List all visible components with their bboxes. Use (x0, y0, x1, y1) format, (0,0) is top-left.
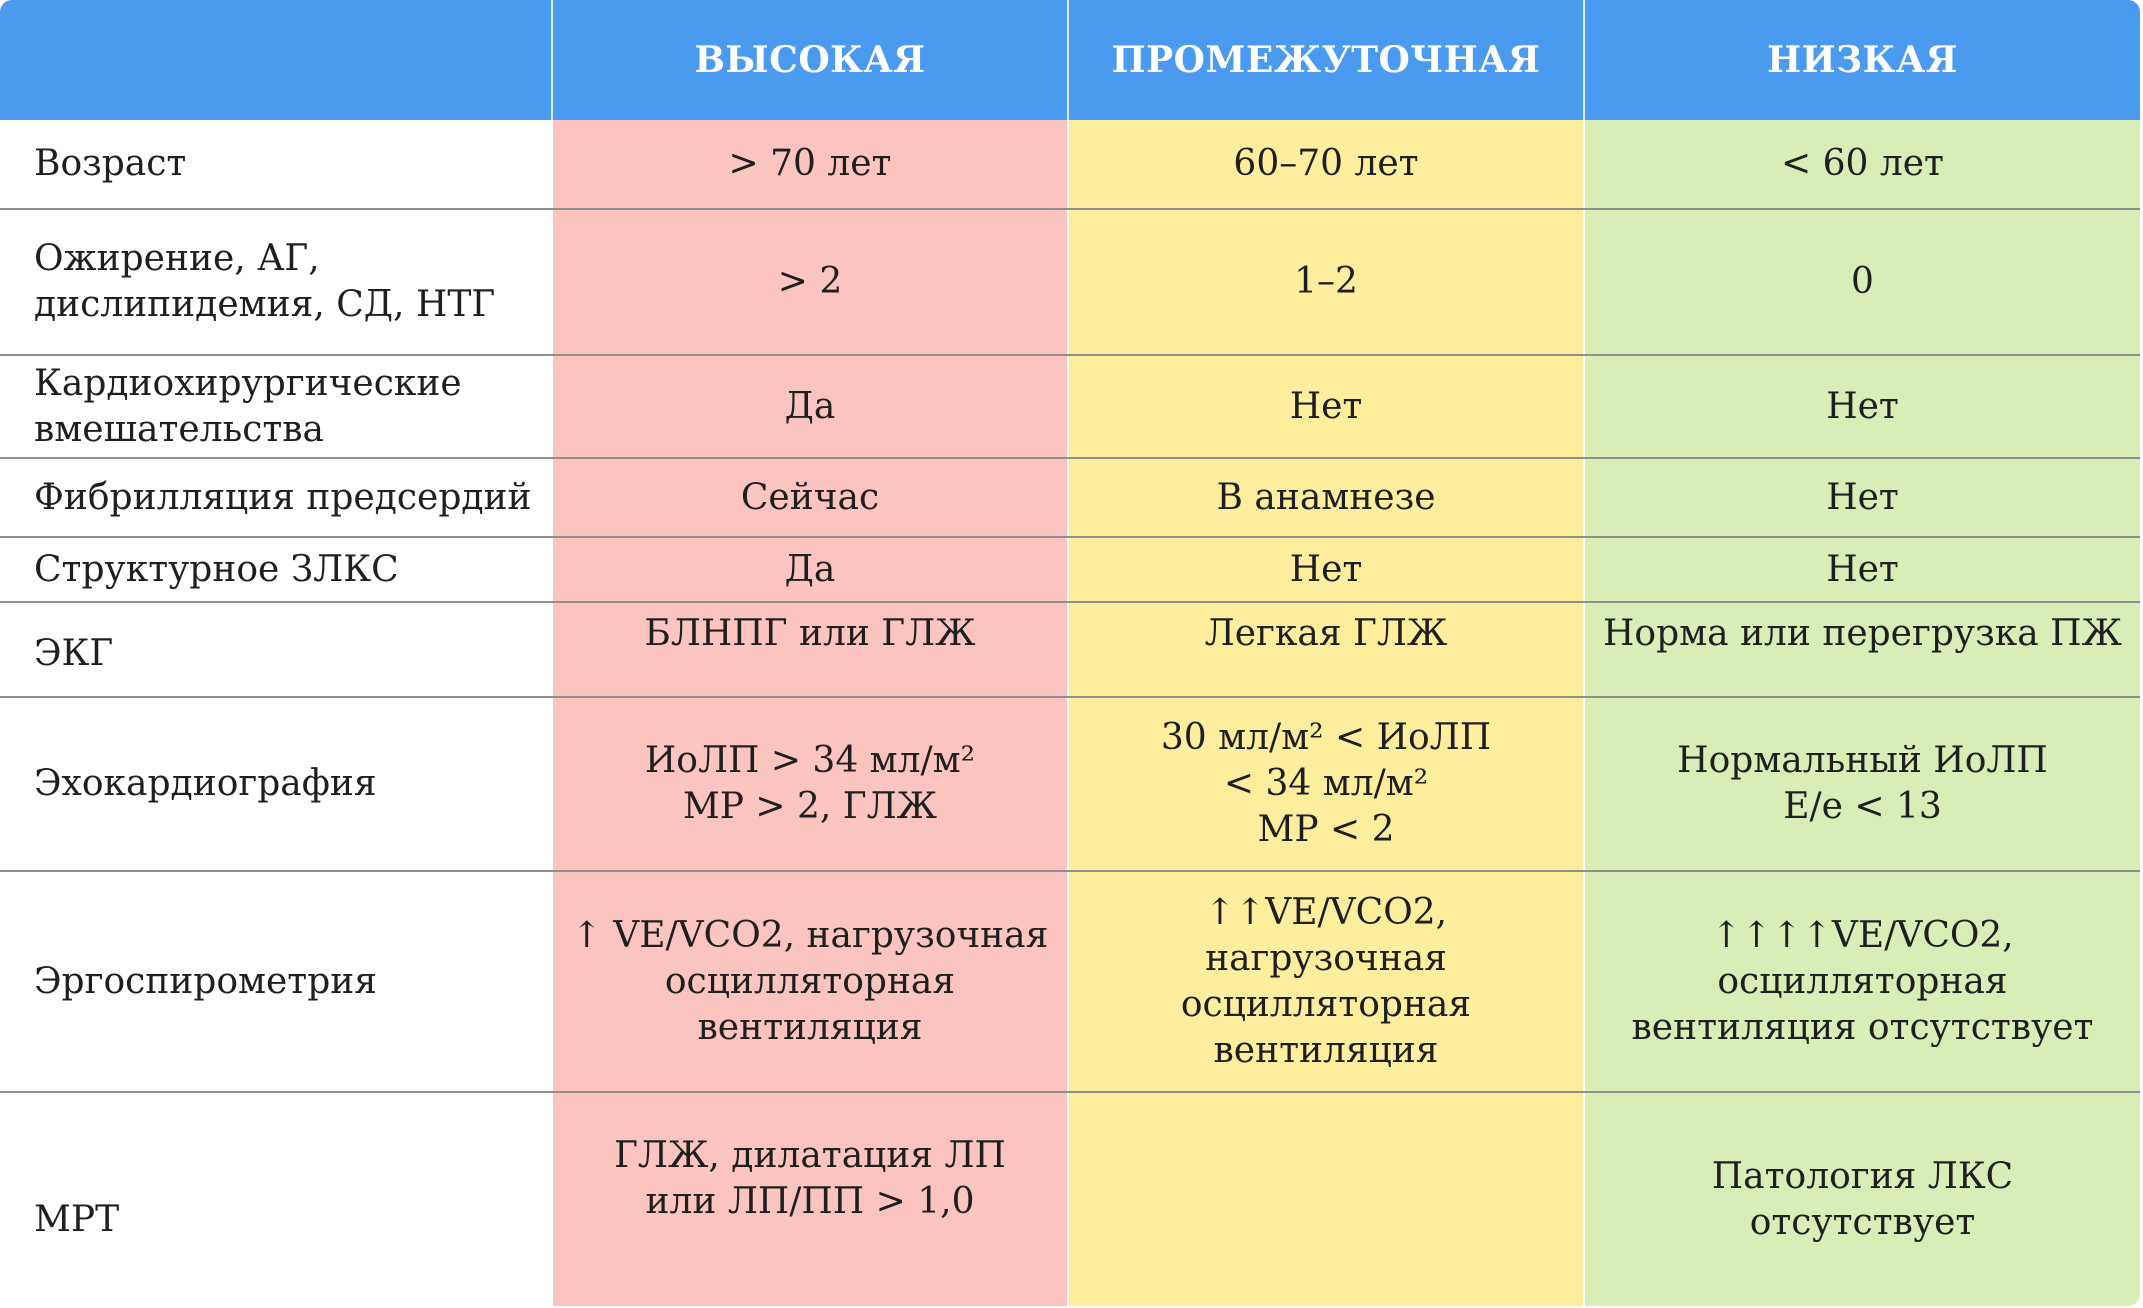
cell-low: ↑↑↑↑VE/VCO2, осцилляторная вентиляция отсутствует (1584, 871, 2140, 1092)
table-row (0, 458, 2140, 537)
cell-low: Нет (1584, 355, 2140, 458)
cell-intermediate: 1–2 (1068, 209, 1584, 355)
cell-low: Нет (1584, 458, 2140, 537)
cell-low: Патология ЛКС отсутствует (1584, 1092, 2140, 1306)
header-high: ВЫСОКАЯ (552, 0, 1068, 120)
row-label: Возраст (0, 120, 552, 209)
table-row (0, 209, 2140, 355)
cell-high: БЛНПГ или ГЛЖ (552, 602, 1068, 697)
table-row (0, 355, 2140, 458)
cell-intermediate: Нет (1068, 355, 1584, 458)
cell-intermediate: ↑↑VE/VCO2, нагрузочная осцилляторная вентиляция (1068, 871, 1584, 1092)
cell-low: Нет (1584, 537, 2140, 602)
row-label: ЭКГ (0, 602, 552, 697)
header-intermediate: ПРОМЕЖУТОЧНАЯ (1068, 0, 1584, 120)
table-row (0, 602, 2140, 697)
cell-low: 0 (1584, 209, 2140, 355)
cell-high: > 2 (552, 209, 1068, 355)
cell-low: < 60 лет (1584, 120, 2140, 209)
row-label: Фибрилляция предсердий (0, 458, 552, 537)
header-low: НИЗКАЯ (1584, 0, 2140, 120)
cell-high: Да (552, 355, 1068, 458)
cell-intermediate (1068, 1092, 1584, 1306)
cell-high: Сейчас (552, 458, 1068, 537)
cell-high: ГЛЖ, дилатация ЛП или ЛП/ПП > 1,0 (552, 1092, 1068, 1306)
cell-intermediate: Нет (1068, 537, 1584, 602)
table-row (0, 871, 2140, 1092)
header-row (0, 0, 2140, 120)
table-row (0, 120, 2140, 209)
cell-low: Нормальный ИоЛП E/e < 13 (1584, 697, 2140, 871)
table-row (0, 1092, 2140, 1306)
header-empty-cell (0, 0, 552, 120)
row-label: МРТ (0, 1092, 552, 1306)
cell-high: ИоЛП > 34 мл/м² МР > 2, ГЛЖ (552, 697, 1068, 871)
cell-high: > 70 лет (552, 120, 1068, 209)
row-label: Эргоспирометрия (0, 871, 552, 1092)
cell-intermediate: 30 мл/м² < ИоЛП < 34 мл/м² МР < 2 (1068, 697, 1584, 871)
cell-intermediate: Легкая ГЛЖ (1068, 602, 1584, 697)
cell-low: Норма или перегрузка ПЖ (1584, 602, 2140, 697)
cell-intermediate: В анамнезе (1068, 458, 1584, 537)
table-row (0, 537, 2140, 602)
row-label: Кардиохирургические вмешательства (0, 355, 552, 458)
cell-intermediate: 60–70 лет (1068, 120, 1584, 209)
cell-high: ↑ VE/VCO2, нагрузочная осцилляторная вентиляция (552, 871, 1068, 1092)
table-row (0, 697, 2140, 871)
cell-high: Да (552, 537, 1068, 602)
row-label: Ожирение, АГ, дислипидемия, СД, НТГ (0, 209, 552, 355)
row-label: Эхокардиография (0, 697, 552, 871)
row-label: Структурное ЗЛКС (0, 537, 552, 602)
